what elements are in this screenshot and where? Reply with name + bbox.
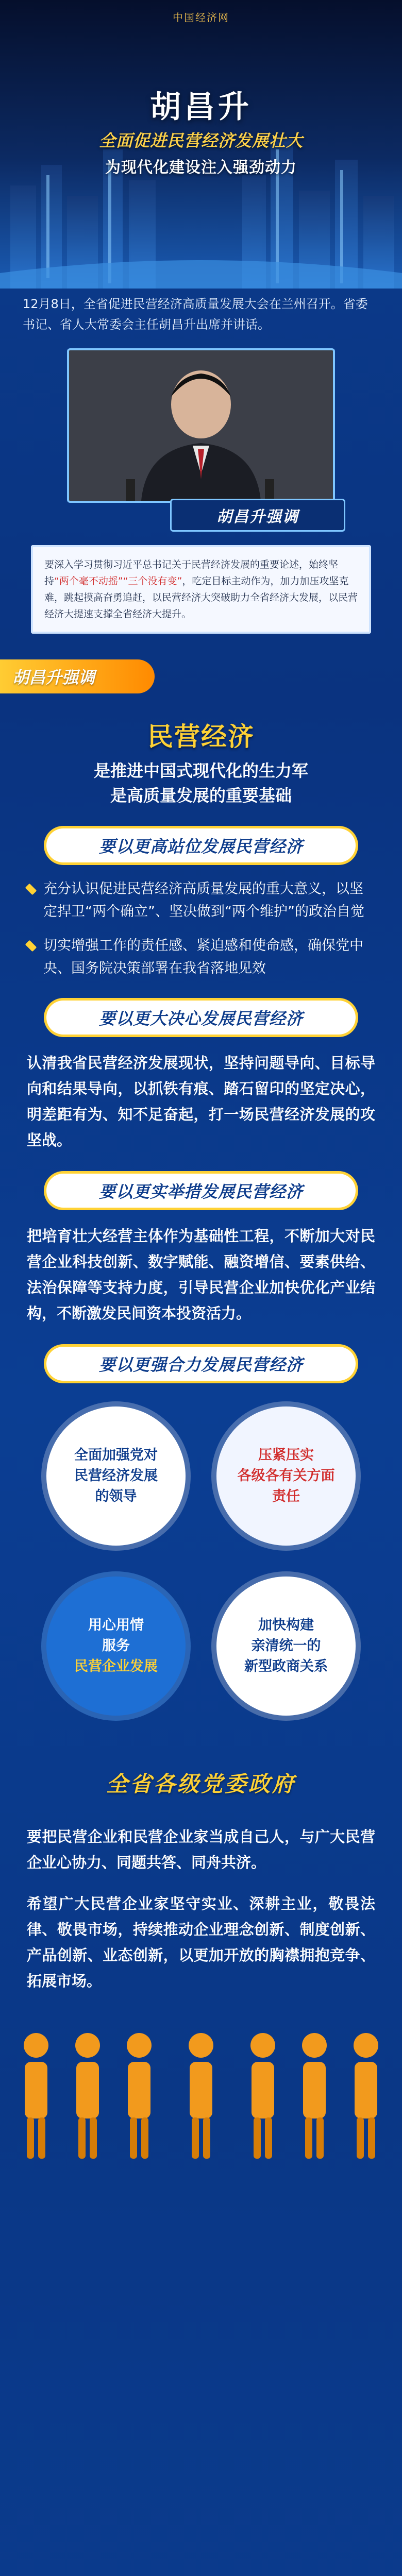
portrait-photo bbox=[67, 348, 335, 503]
circle-line: 全面加强党对 bbox=[74, 1447, 158, 1463]
circle-line: 民营经济发展 bbox=[74, 1468, 158, 1484]
circle-line: 亲清统一的 bbox=[251, 1638, 321, 1654]
quote-text-end: ，吃定目标主动作为，加力加压攻坚克难，跳起摸高奋勇追赶，以民营经济大突破助力全省经济大发展，以民营经济大提速支撑全省经济大提升。 bbox=[44, 575, 358, 620]
headline-sub-1: 是推进中国式现代化的生力军 bbox=[93, 761, 308, 781]
people-illustration bbox=[15, 2014, 387, 2257]
section-2-text: 认清我省民营经济发展现状，坚持问题导向、目标导向和结果导向，以抓铁有痕、踏石留印的坚定决心，明差距有为、知不足奋起，打一场民营经济发展的攻坚战。 bbox=[27, 1054, 375, 1149]
circle-service bbox=[46, 1577, 186, 1716]
diamond-bullet-icon bbox=[25, 884, 37, 895]
crowd-icon bbox=[15, 2014, 387, 2169]
quote-box bbox=[31, 545, 371, 634]
section-3-text: 把培育壮大经营主体作为基础性工程，不断加大对民营企业科技创新、数字赋能、融资增信、要素供给、法治保障等支持力度，引导民营企业加快优化产业结构，不断激发民间资本投资活力。 bbox=[27, 1227, 375, 1322]
four-circles-diagram bbox=[36, 1406, 366, 1736]
circle-line: 加快构建 bbox=[258, 1617, 314, 1633]
headline-main: 民营经济 bbox=[147, 722, 255, 752]
hero-title: 胡昌升 bbox=[150, 89, 252, 125]
gov-text-2: 希望广大民营企业家坚守实业、深耕主业，敬畏法律、敬畏市场，持续推动企业理念创新、制度创新、产品创新、业态创新，以更加开放的胸襟拥抱竞争、拓展市场。 bbox=[27, 1895, 375, 1990]
gov-text-1: 要把民营企业和民营企业家当成自己人，与广大民营企业心协力、同题共答、同舟共济。 bbox=[27, 1828, 375, 1871]
list-item bbox=[26, 935, 376, 980]
portrait-caption: 胡昌升强调 bbox=[170, 499, 345, 532]
portrait-block bbox=[67, 348, 335, 526]
circle-government-relations bbox=[216, 1577, 356, 1716]
circle-line: 民营企业发展 bbox=[74, 1658, 158, 1674]
hero-subtitle-1: 全面促进民营经济发展壮大 bbox=[98, 131, 303, 150]
speaker-silhouette-icon bbox=[69, 350, 333, 501]
circle-party-leadership bbox=[46, 1406, 186, 1546]
circle-line: 的领导 bbox=[95, 1488, 137, 1504]
section-bar-3: 要以更实举措发展民营经济 bbox=[46, 1174, 356, 1208]
diamond-bullet-icon bbox=[25, 940, 37, 952]
section-bar-2: 要以更大决心发展民营经济 bbox=[46, 1001, 356, 1035]
list-item-text: 充分认识促进民营经济高质量发展的重大意义，以坚定捍卫“两个确立”、坚决做到“两个维护”的政治自觉 bbox=[43, 881, 364, 920]
circle-line: 服务 bbox=[102, 1638, 130, 1654]
hero-banner bbox=[0, 0, 402, 289]
headline-sub-2: 是高质量发展的重要基础 bbox=[110, 786, 292, 805]
section-bar-4: 要以更强合力发展民营经济 bbox=[46, 1347, 356, 1381]
list-item bbox=[26, 878, 376, 923]
brand-logo[interactable]: 中国经济网 bbox=[173, 11, 229, 24]
intro-paragraph: 12月8日，全省促进民营经济高质量发展大会在兰州召开。省委书记、省人大常委会主任胡昌升出席并讲话。 bbox=[23, 297, 368, 332]
hero-subtitle-2: 为现代化建设注入强劲动力 bbox=[105, 159, 297, 177]
bullet-list bbox=[26, 878, 376, 980]
circle-responsibility bbox=[216, 1406, 356, 1546]
gov-title: 全省各级党委政府 bbox=[106, 1771, 296, 1797]
circle-line: 责任 bbox=[272, 1488, 300, 1504]
section-bar-1: 要以更高站位发展民营经济 bbox=[46, 828, 356, 862]
circle-line: 新型政商关系 bbox=[244, 1658, 328, 1674]
quote-highlight: “两个毫不动摇”“三个没有变” bbox=[54, 575, 182, 587]
circle-line: 用心用情 bbox=[88, 1617, 144, 1633]
circle-line: 各级各有关方面 bbox=[237, 1468, 335, 1484]
section-tag: 胡昌升强调 bbox=[0, 659, 155, 693]
quote-text-start: 要深入学习贯彻习近平总书记关于民营经济发展的重要论述，始终坚持 bbox=[44, 559, 339, 587]
circle-line: 压紧压实 bbox=[258, 1447, 314, 1463]
list-item-text: 切实增强工作的责任感、紧迫感和使命感，确保党中央、国务院决策部署在我省落地见效 bbox=[43, 938, 363, 976]
